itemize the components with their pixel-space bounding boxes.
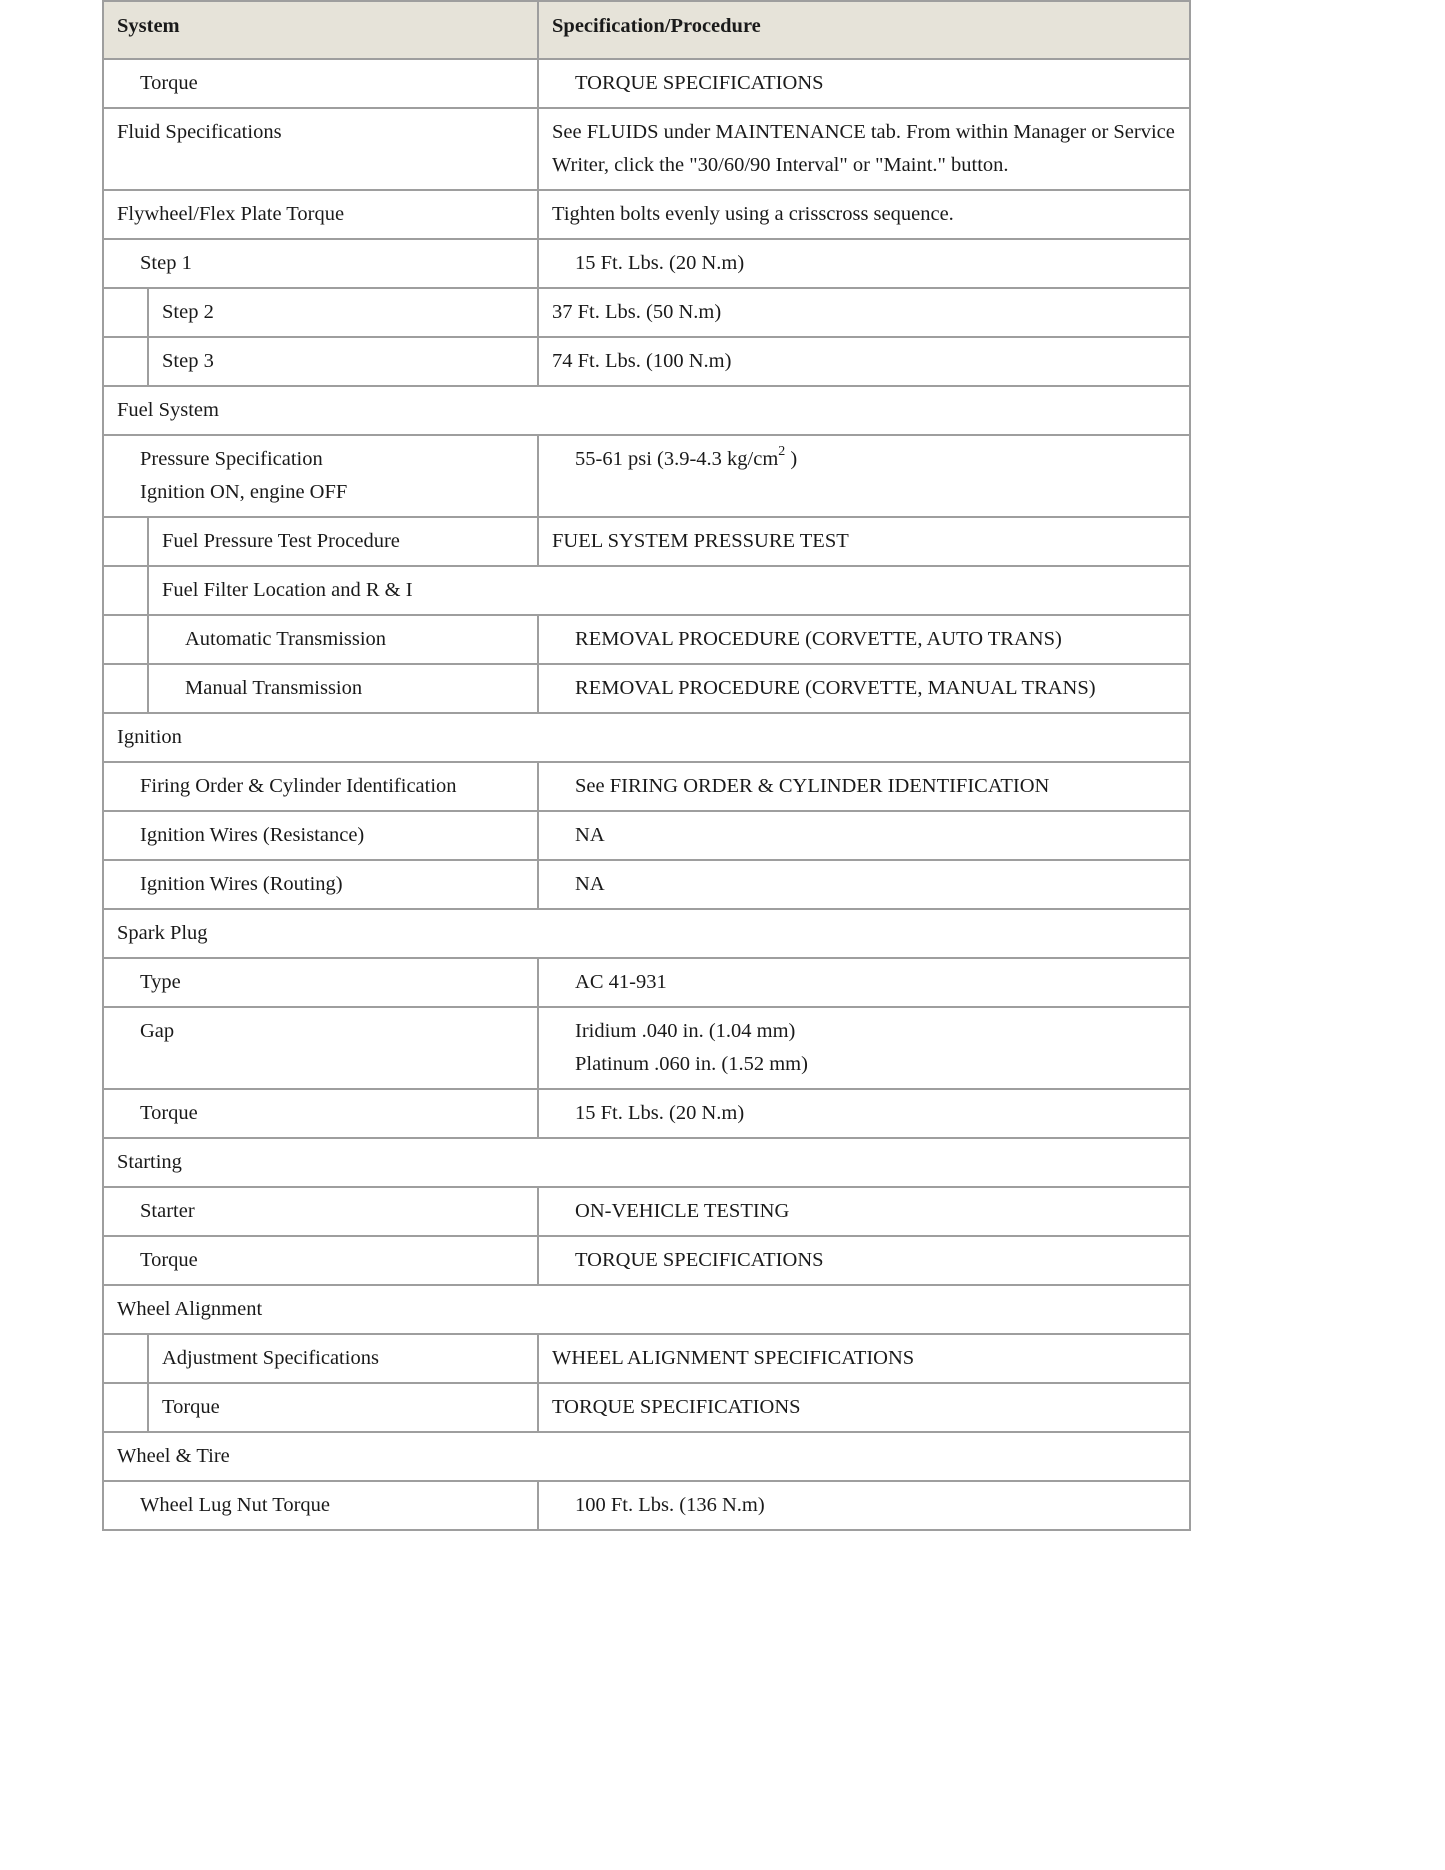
- header-row: [103, 1, 1190, 59]
- system-cell: Ignition Wires (Resistance): [103, 811, 538, 860]
- system-cell: Starter: [103, 1187, 538, 1236]
- section-heading: Wheel & Tire: [103, 1432, 1190, 1481]
- indent-spacer: [103, 517, 148, 566]
- pressure-value: 55-61 psi (3.9-4.3 kg/cm: [575, 448, 779, 470]
- spec-link[interactable]: WHEEL ALIGNMENT SPECIFICATIONS: [538, 1334, 1190, 1383]
- spec-cell: 74 Ft. Lbs. (100 N.m): [538, 337, 1190, 386]
- spec-link[interactable]: REMOVAL PROCEDURE (CORVETTE, MANUAL TRANS): [538, 664, 1190, 713]
- spec-cell: 15 Ft. Lbs. (20 N.m): [538, 239, 1190, 288]
- table-row: [103, 108, 1190, 190]
- system-cell: [103, 435, 538, 517]
- table-row: [103, 337, 1190, 386]
- spec-link[interactable]: TORQUE SPECIFICATIONS: [538, 59, 1190, 108]
- section-heading: Spark Plug: [103, 909, 1190, 958]
- spec-cell: NA: [538, 860, 1190, 909]
- header-system: System: [103, 1, 538, 59]
- system-cell: Fluid Specifications: [103, 108, 538, 190]
- spec-cell: [538, 1007, 1190, 1089]
- spec-cell: 37 Ft. Lbs. (50 N.m): [538, 288, 1190, 337]
- indent-spacer: [103, 1383, 148, 1432]
- section-heading: Starting: [103, 1138, 1190, 1187]
- system-cell: Firing Order & Cylinder Identification: [103, 762, 538, 811]
- superscript: 2: [778, 444, 786, 460]
- section-row: [103, 1138, 1190, 1187]
- spec-cell: [538, 435, 1190, 517]
- spec-cell: 100 Ft. Lbs. (136 N.m): [538, 1481, 1190, 1530]
- system-cell: Automatic Transmission: [148, 615, 538, 664]
- system-cell: Torque: [103, 1236, 538, 1285]
- system-cell: Step 2: [148, 288, 538, 337]
- system-cell: Torque: [148, 1383, 538, 1432]
- system-cell: Torque: [103, 1089, 538, 1138]
- system-cell: Torque: [103, 59, 538, 108]
- pressure-tail: ): [785, 448, 798, 470]
- section-row: [103, 713, 1190, 762]
- system-cell: Step 3: [148, 337, 538, 386]
- section-row: [103, 1432, 1190, 1481]
- indent-spacer: [103, 1334, 148, 1383]
- table-row: [103, 566, 1190, 615]
- table-row: [103, 1481, 1190, 1530]
- system-line: Ignition ON, engine OFF: [140, 481, 348, 503]
- table-row: [103, 762, 1190, 811]
- system-cell: Gap: [103, 1007, 538, 1089]
- spec-cell: See FLUIDS under MAINTENANCE tab. From within Manager or Service Writer, click the "30/60/90 Interval" or "Maint." button.: [538, 108, 1190, 190]
- table-row: [103, 1383, 1190, 1432]
- table-row: [103, 1007, 1190, 1089]
- section-row: [103, 1285, 1190, 1334]
- table-row: [103, 1236, 1190, 1285]
- system-cell: Fuel Pressure Test Procedure: [148, 517, 538, 566]
- indent-spacer: [103, 664, 148, 713]
- table-row: [103, 860, 1190, 909]
- spec-link[interactable]: ON-VEHICLE TESTING: [538, 1187, 1190, 1236]
- spec-cell: NA: [538, 811, 1190, 860]
- system-cell: Ignition Wires (Routing): [103, 860, 538, 909]
- table-row: [103, 958, 1190, 1007]
- table-row: [103, 1334, 1190, 1383]
- table-row: [103, 1187, 1190, 1236]
- indent-spacer: [103, 337, 148, 386]
- table-row: [103, 517, 1190, 566]
- indent-spacer: [103, 288, 148, 337]
- section-heading: Fuel System: [103, 386, 1190, 435]
- section-heading: Wheel Alignment: [103, 1285, 1190, 1334]
- table-row: [103, 239, 1190, 288]
- system-cell: Flywheel/Flex Plate Torque: [103, 190, 538, 239]
- table-row: [103, 615, 1190, 664]
- specifications-table: [102, 0, 1191, 1531]
- system-cell: Wheel Lug Nut Torque: [103, 1481, 538, 1530]
- gap-line: Platinum .060 in. (1.52 mm): [575, 1053, 808, 1075]
- table-row: [103, 190, 1190, 239]
- spec-link[interactable]: REMOVAL PROCEDURE (CORVETTE, AUTO TRANS): [538, 615, 1190, 664]
- gap-line: Iridium .040 in. (1.04 mm): [575, 1020, 796, 1042]
- table-row: [103, 59, 1190, 108]
- spec-link[interactable]: TORQUE SPECIFICATIONS: [538, 1383, 1190, 1432]
- spec-link[interactable]: TORQUE SPECIFICATIONS: [538, 1236, 1190, 1285]
- spec-cell: AC 41-931: [538, 958, 1190, 1007]
- system-cell: Manual Transmission: [148, 664, 538, 713]
- spec-link[interactable]: See FIRING ORDER & CYLINDER IDENTIFICATION: [538, 762, 1190, 811]
- spec-cell: Tighten bolts evenly using a crisscross sequence.: [538, 190, 1190, 239]
- indent-spacer: [103, 566, 148, 615]
- indent-spacer: [103, 615, 148, 664]
- system-cell: Type: [103, 958, 538, 1007]
- section-row: [103, 386, 1190, 435]
- header-specification: Specification/Procedure: [538, 1, 1190, 59]
- spec-link[interactable]: FUEL SYSTEM PRESSURE TEST: [538, 517, 1190, 566]
- section-heading: Ignition: [103, 713, 1190, 762]
- section-row: [103, 909, 1190, 958]
- table-row: [103, 1089, 1190, 1138]
- table-row: [103, 435, 1190, 517]
- system-cell: Adjustment Specifications: [148, 1334, 538, 1383]
- table-row: [103, 664, 1190, 713]
- table-row: [103, 811, 1190, 860]
- table-row: [103, 288, 1190, 337]
- system-line: Pressure Specification: [140, 448, 323, 470]
- spec-cell: 15 Ft. Lbs. (20 N.m): [538, 1089, 1190, 1138]
- subsection-heading: Fuel Filter Location and R & I: [148, 566, 1190, 615]
- table-header: [103, 1, 1190, 59]
- system-cell: Step 1: [103, 239, 538, 288]
